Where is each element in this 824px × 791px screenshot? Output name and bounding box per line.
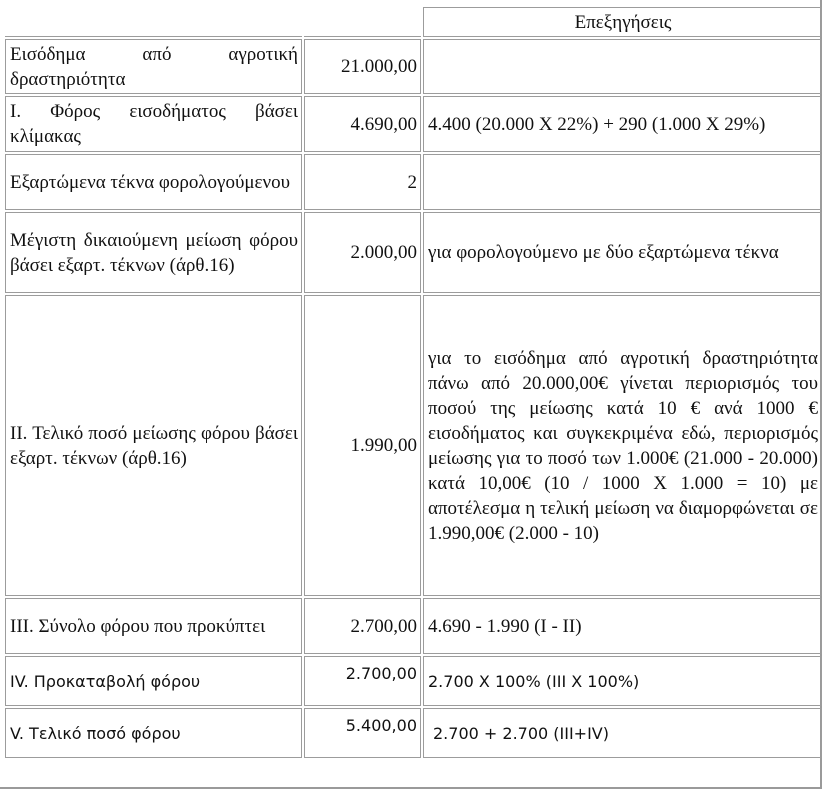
row-amount: 4.690,00 [304,96,421,152]
row-note: 2.700 Χ 100% (ΙΙΙ Χ 100%) [423,656,822,706]
row-note: 4.690 - 1.990 (Ι - ΙΙ) [423,598,822,654]
row-note: 4.400 (20.000 Χ 22%) + 290 (1.000 Χ 29%) [423,96,822,152]
row-amount: 2.700,00 [304,598,421,654]
header-empty-cell [5,7,302,37]
header-explanations: Επεξηγήσεις [423,7,822,37]
table-row [5,212,822,293]
row-label: Μέγιστη δικαιούμενη μείωση φόρου βάσει εξαρτ. τέκνων (άρθ.16) [5,212,302,293]
row-note: για το εισόδημα από αγροτική δραστηριότητα πάνω από 20.000,00€ γίνεται περιορισμός του ποσού της μείωσης κατά 10 € ανά 1000 € εισοδήματος και συγκεκριμένα εδώ, περιορισμός μείωσης για το ποσό των 1.000€ (21.000 - 20.000) κατά 10,00€ (10 / 1000 Χ 1.000 = 10) με αποτέλεσμα η τελική μείωση να διαμορφώνεται σε 1.990,00€ (2.000 - 10) [423,295,822,596]
row-amount: 21.000,00 [304,39,421,94]
table-row [5,598,822,654]
table-header-row [5,7,822,37]
row-note [423,154,822,210]
row-note: 2.700 + 2.700 (ΙΙΙ+IV) [423,708,822,758]
table-row [5,154,822,210]
row-label: Ι. Φόρος εισοδήματος βάσει κλίμακας [5,96,302,152]
row-amount: 2 [304,154,421,210]
row-label: ΙΙ. Τελικό ποσό μείωσης φόρου βάσει εξαρτ. τέκνων (άρθ.16) [5,295,302,596]
row-amount: 2.700,00 [304,656,421,706]
tax-table [3,5,824,760]
row-note: για φορολογούμενο με δύο εξαρτώμενα τέκνα [423,212,822,293]
table-row [5,656,822,706]
table-row [5,708,822,758]
row-amount: 5.400,00 [304,708,421,758]
row-label: ΙΙΙ. Σύνολο φόρου που προκύπτει [5,598,302,654]
row-label: V. Τελικό ποσό φόρου [5,708,302,758]
table-row [5,39,822,94]
row-amount: 2.000,00 [304,212,421,293]
row-label: Εισόδημα από αγροτική δραστηριότητα [5,39,302,94]
table-row [5,295,822,596]
row-label: Εξαρτώμενα τέκνα φορολογούμενου [5,154,302,210]
row-note [423,39,822,94]
header-empty-cell [304,7,421,37]
table-row [5,96,822,152]
row-label: IV. Προκαταβολή φόρου [5,656,302,706]
row-amount: 1.990,00 [304,295,421,596]
